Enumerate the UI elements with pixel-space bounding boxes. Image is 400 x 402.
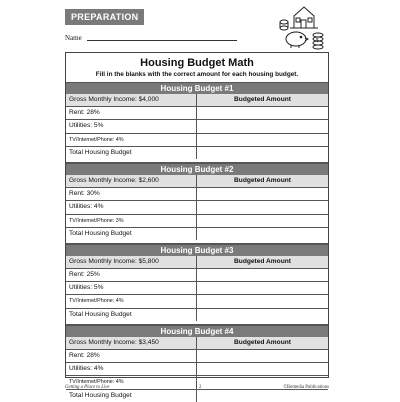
table-row [66, 215, 328, 228]
budgeted-header: Budgeted Amount [234, 176, 291, 184]
budget-title: Housing Budget #4 [66, 326, 328, 337]
tv-internet-label: TV/Internet/Phone: 4% [66, 376, 197, 388]
tv-internet-answer[interactable] [197, 295, 328, 307]
budgeted-header: Budgeted Amount [234, 96, 291, 103]
book-title: Getting a Place to Live [65, 385, 110, 390]
utilities-answer[interactable] [197, 120, 328, 132]
worksheet-instructions: Fill in the blanks with the correct amount for each housing budget. [95, 71, 299, 78]
table-row [66, 269, 328, 282]
tv-internet-label: TV/Internet/Phone: 3% [66, 215, 197, 227]
rent-answer[interactable] [197, 350, 328, 362]
budget-block-4 [66, 325, 328, 402]
utilities-label: Utilities: 4% [66, 363, 197, 375]
name-line[interactable] [87, 40, 237, 41]
tv-internet-answer[interactable] [197, 215, 328, 227]
budget-block-2 [66, 163, 328, 240]
total-label: Total Housing Budget [66, 390, 197, 402]
table-row [66, 147, 328, 159]
page-number: 2 [199, 385, 202, 390]
utilities-answer[interactable] [197, 363, 328, 375]
rent-answer[interactable] [197, 269, 328, 281]
worksheet-title: Housing Budget Math [140, 57, 254, 69]
rent-label: Rent: 30% [66, 188, 197, 200]
income-label: Gross Monthly Income: $5,800 [66, 256, 197, 268]
table-row [66, 134, 328, 147]
rent-label: Rent: 28% [66, 107, 197, 119]
rent-answer[interactable] [197, 107, 328, 119]
budget-block-3 [66, 244, 328, 321]
budget-title: Housing Budget #1 [66, 83, 328, 94]
table-row [66, 350, 328, 363]
table-row [66, 107, 328, 120]
table-row [66, 175, 328, 188]
total-label: Total Housing Budget [66, 309, 197, 321]
table-row [66, 337, 328, 350]
utilities-answer[interactable] [197, 201, 328, 213]
table-row [66, 256, 328, 269]
budget-title: Housing Budget #3 [66, 245, 328, 256]
income-label: Gross Monthly Income: $3,450 [66, 337, 197, 349]
utilities-label: Utilities: 5% [66, 282, 197, 294]
tv-internet-answer[interactable] [197, 134, 328, 146]
rent-label: Rent: 25% [66, 269, 197, 281]
rent-answer[interactable] [197, 188, 328, 200]
utilities-answer[interactable] [197, 282, 328, 294]
table-row [66, 94, 328, 107]
publisher: ©Remedia Publications [283, 385, 329, 390]
income-label: Gross Monthly Income: $4,000 [66, 94, 197, 106]
total-label: Total Housing Budget [66, 228, 197, 240]
piggy-bank-icon [286, 32, 306, 46]
utilities-label: Utilities: 5% [66, 120, 197, 132]
total-answer[interactable] [197, 228, 328, 240]
name-label: Name [65, 34, 82, 42]
tv-internet-label: TV/Internet/Phone: 4% [66, 295, 197, 307]
table-row [66, 295, 328, 308]
utilities-label: Utilities: 4% [66, 201, 197, 213]
table-row [66, 309, 328, 321]
table-row [66, 120, 328, 133]
table-row [66, 188, 328, 201]
budget-block-1 [66, 82, 328, 159]
table-row [66, 201, 328, 214]
table-row [66, 228, 328, 240]
total-answer[interactable] [197, 309, 328, 321]
house-piggy-bank-icon [270, 2, 326, 52]
name-field[interactable] [65, 34, 237, 42]
income-label: Gross Monthly Income: $2,600 [66, 175, 197, 187]
section-badge: PREPARATION [65, 9, 144, 25]
total-answer[interactable] [197, 147, 328, 159]
tv-internet-label: TV/Internet/Phone: 4% [66, 134, 197, 146]
svg-text:$: $ [316, 38, 319, 44]
budgeted-header: Budgeted Amount [234, 257, 291, 265]
table-row [66, 363, 328, 376]
budget-title: Housing Budget #2 [66, 164, 328, 175]
table-row [66, 282, 328, 295]
budgeted-header: Budgeted Amount [234, 338, 291, 346]
coin-stack-icon [313, 45, 323, 49]
total-label: Total Housing Budget [66, 147, 197, 159]
rent-label: Rent: 28% [66, 350, 197, 362]
